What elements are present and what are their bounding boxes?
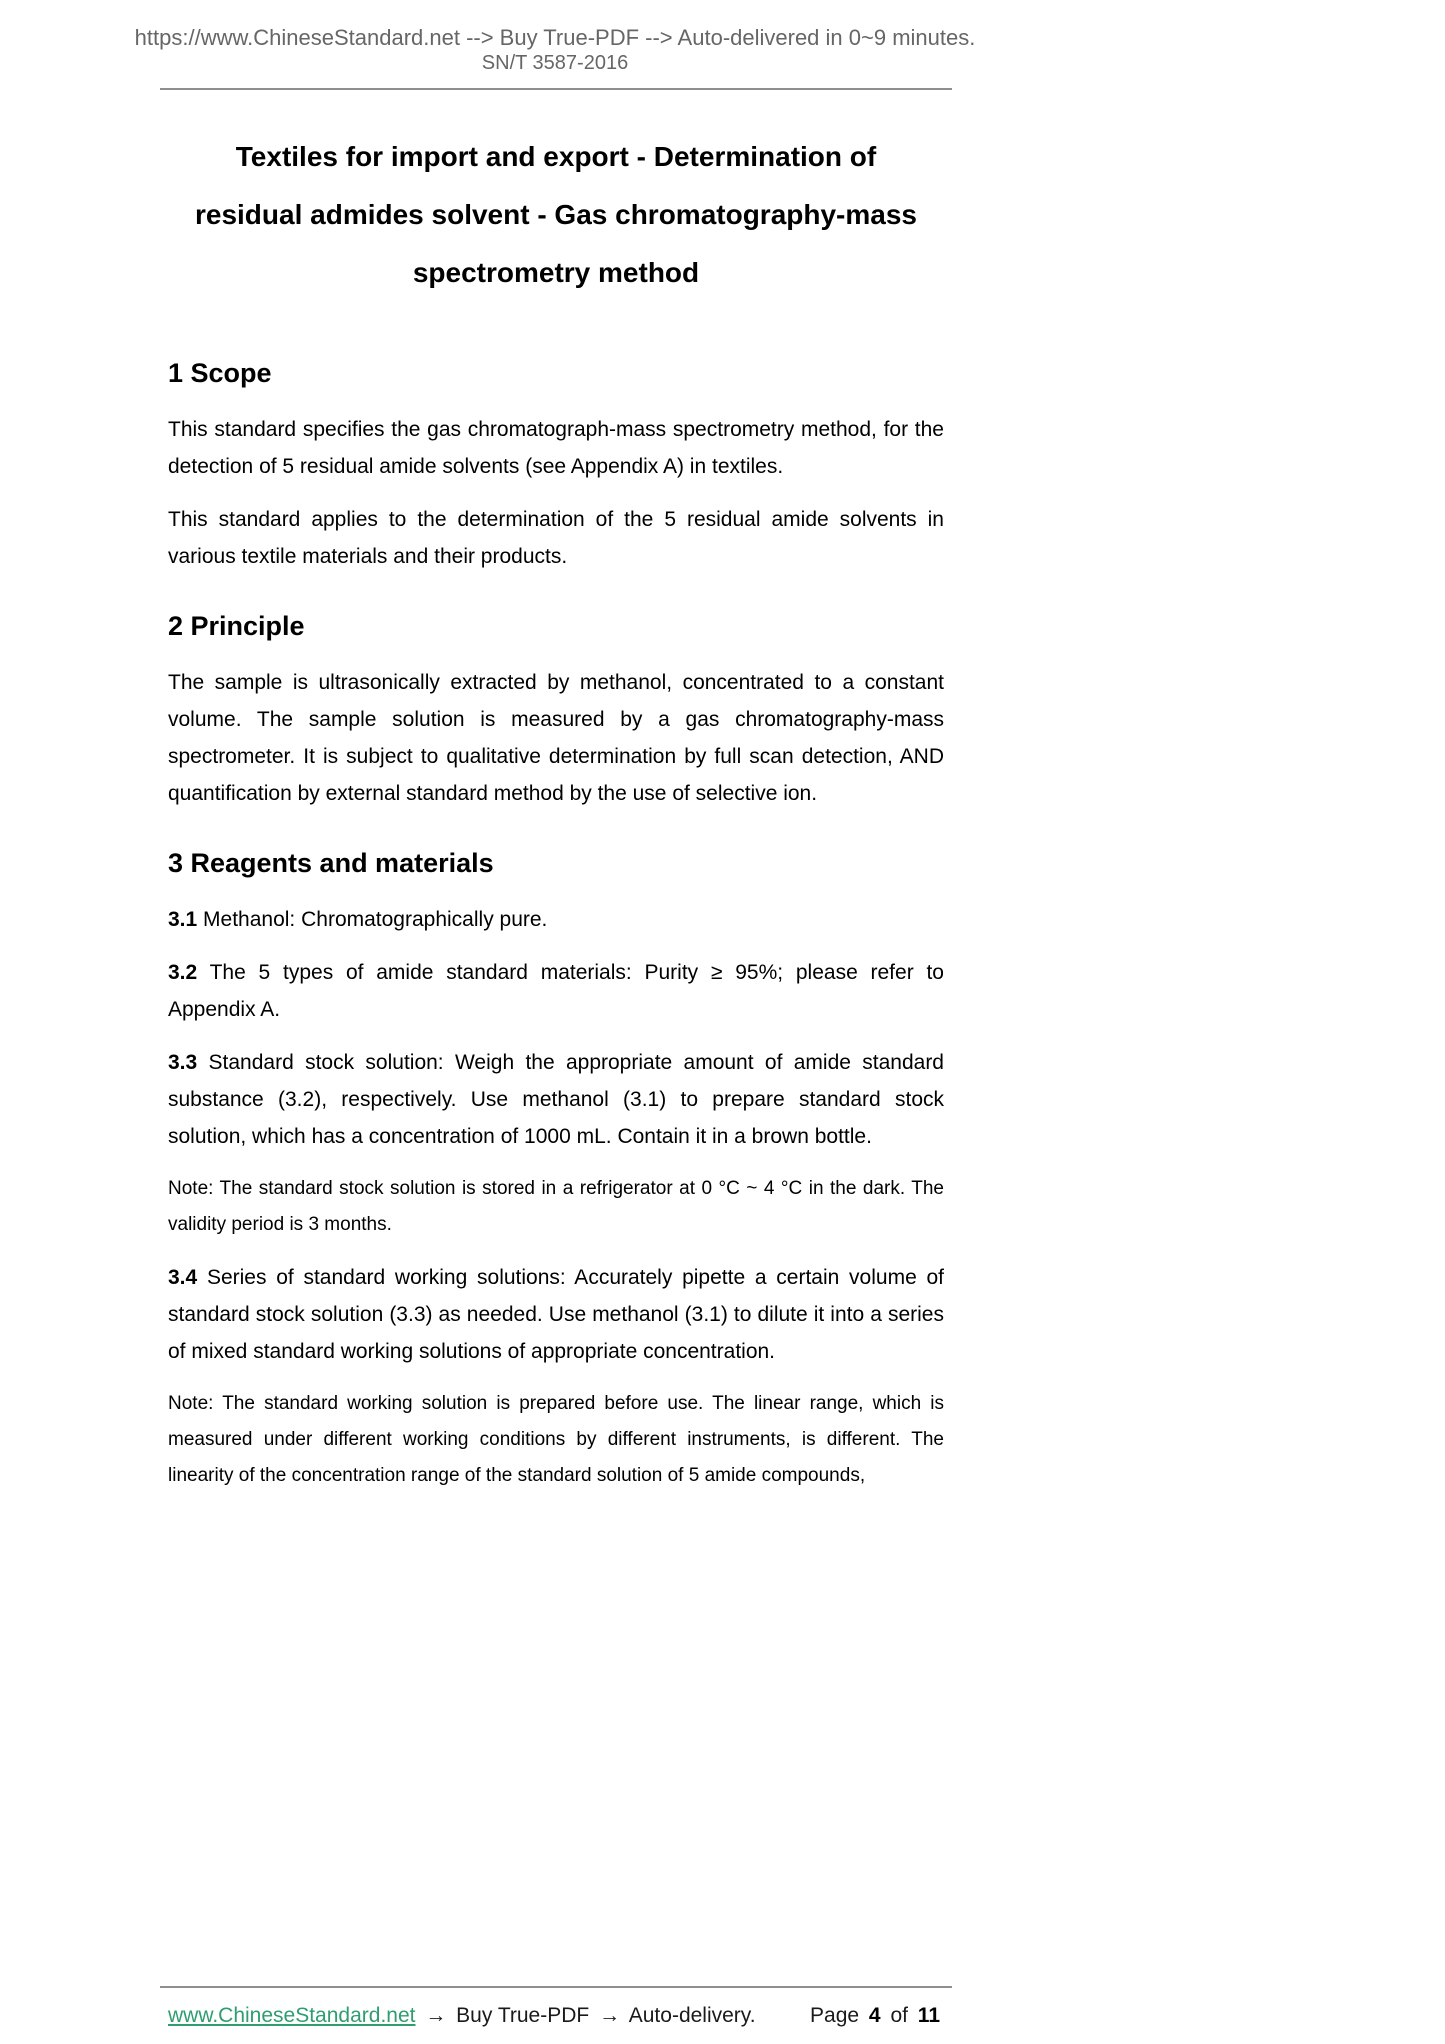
- footer-delivery-label: Auto-delivery.: [628, 2004, 756, 2027]
- note-after-3-3: Note: The standard stock solution is stored in a refrigerator at 0 °C ~ 4 °C in the dark. The validity period is 3 months.: [168, 1178, 944, 1235]
- title-line-3: spectrometry method: [412, 257, 700, 288]
- item-number: 3.1: [168, 908, 198, 931]
- footer-divider: [160, 1986, 952, 1988]
- paragraph-item-3-2: [168, 954, 944, 1028]
- paragraph-principle: The sample is ultrasonically extracted by methanol, concentrated to a constant volume. The sample solution is measured by a gas chromatography-mass spectrometer. It is subject to qualitative determination by full scan detection, AND quantification by external standard method by the use of selective ion.: [168, 671, 944, 805]
- item-text: Series of standard working solutions: Accurately pipette a certain volume of standard stock solution (3.3) as needed. Use methanol (3.1) to dilute it into a series of mixed standard working solutions of appropriate concentration.: [168, 1266, 944, 1363]
- paragraph-scope-2: This standard applies to the determination of the 5 residual amide solvents in various textile materials and their products.: [168, 508, 944, 568]
- item-text: The 5 types of amide standard materials: Purity ≥ 95%; please refer to Appendix A.: [168, 961, 944, 1021]
- of-label: of: [890, 2004, 908, 2027]
- footer-left: [168, 2004, 760, 2028]
- item-number: 3.4: [168, 1266, 198, 1289]
- arrow-right-icon: →: [599, 2004, 621, 2027]
- section-heading-principle: 2 Principle: [168, 611, 305, 641]
- paragraph-item-3-3: [168, 1044, 944, 1155]
- footer-site-link[interactable]: www.ChineseStandard.net: [168, 2004, 416, 2027]
- paragraph-item-3-1: [168, 901, 944, 938]
- header-block: [0, 0, 1110, 74]
- title-line-2: residual admides solvent - Gas chromatography-mass: [194, 199, 917, 230]
- page-footer: [0, 1986, 1445, 2044]
- item-number: 3.2: [168, 961, 198, 984]
- document-title: [168, 128, 944, 302]
- footer-row: [168, 2004, 940, 2028]
- page-label: Page: [810, 2004, 860, 2027]
- document-body: [168, 90, 944, 1510]
- paragraph-item-3-4: [168, 1259, 944, 1370]
- title-line-1: Textiles for import and export - Determination of: [235, 141, 877, 172]
- item-text: Standard stock solution: Weigh the appropriate amount of amide standard substance (3.2), respectively. Use methanol (3.1) to prepare standard stock solution, which has a concentration of 1000 mL. Contain it in a brown bottle.: [168, 1051, 944, 1148]
- page-number: 4: [868, 2004, 881, 2027]
- header-url-link[interactable]: https://www.ChineseStandard.net --> Buy True-PDF --> Auto-delivered in 0~9 minutes.: [134, 25, 976, 50]
- page-header: [0, 0, 1445, 90]
- item-number: 3.3: [168, 1051, 198, 1074]
- section-heading-reagents: 3 Reagents and materials: [168, 848, 494, 878]
- arrow-right-icon: →: [425, 2004, 447, 2027]
- note-after-3-4: Note: The standard working solution is prepared before use. The linear range, which is measured under different working conditions by different instruments, is different. The linearity of the concentration range of the standard solution of 5 amide compounds,: [168, 1393, 944, 1486]
- footer-buy-label: Buy True-PDF: [456, 2004, 590, 2027]
- item-text: Methanol: Chromatographically pure.: [203, 908, 548, 931]
- section-heading-scope: 1 Scope: [168, 358, 272, 388]
- paragraph-scope-1: This standard specifies the gas chromatograph-mass spectrometry method, for the detection of 5 residual amide solvents (see Appendix A) in textiles.: [168, 418, 944, 478]
- page-indicator: [806, 2004, 940, 2028]
- standard-number: SN/T 3587-2016: [481, 52, 629, 74]
- page-total: 11: [917, 2004, 940, 2027]
